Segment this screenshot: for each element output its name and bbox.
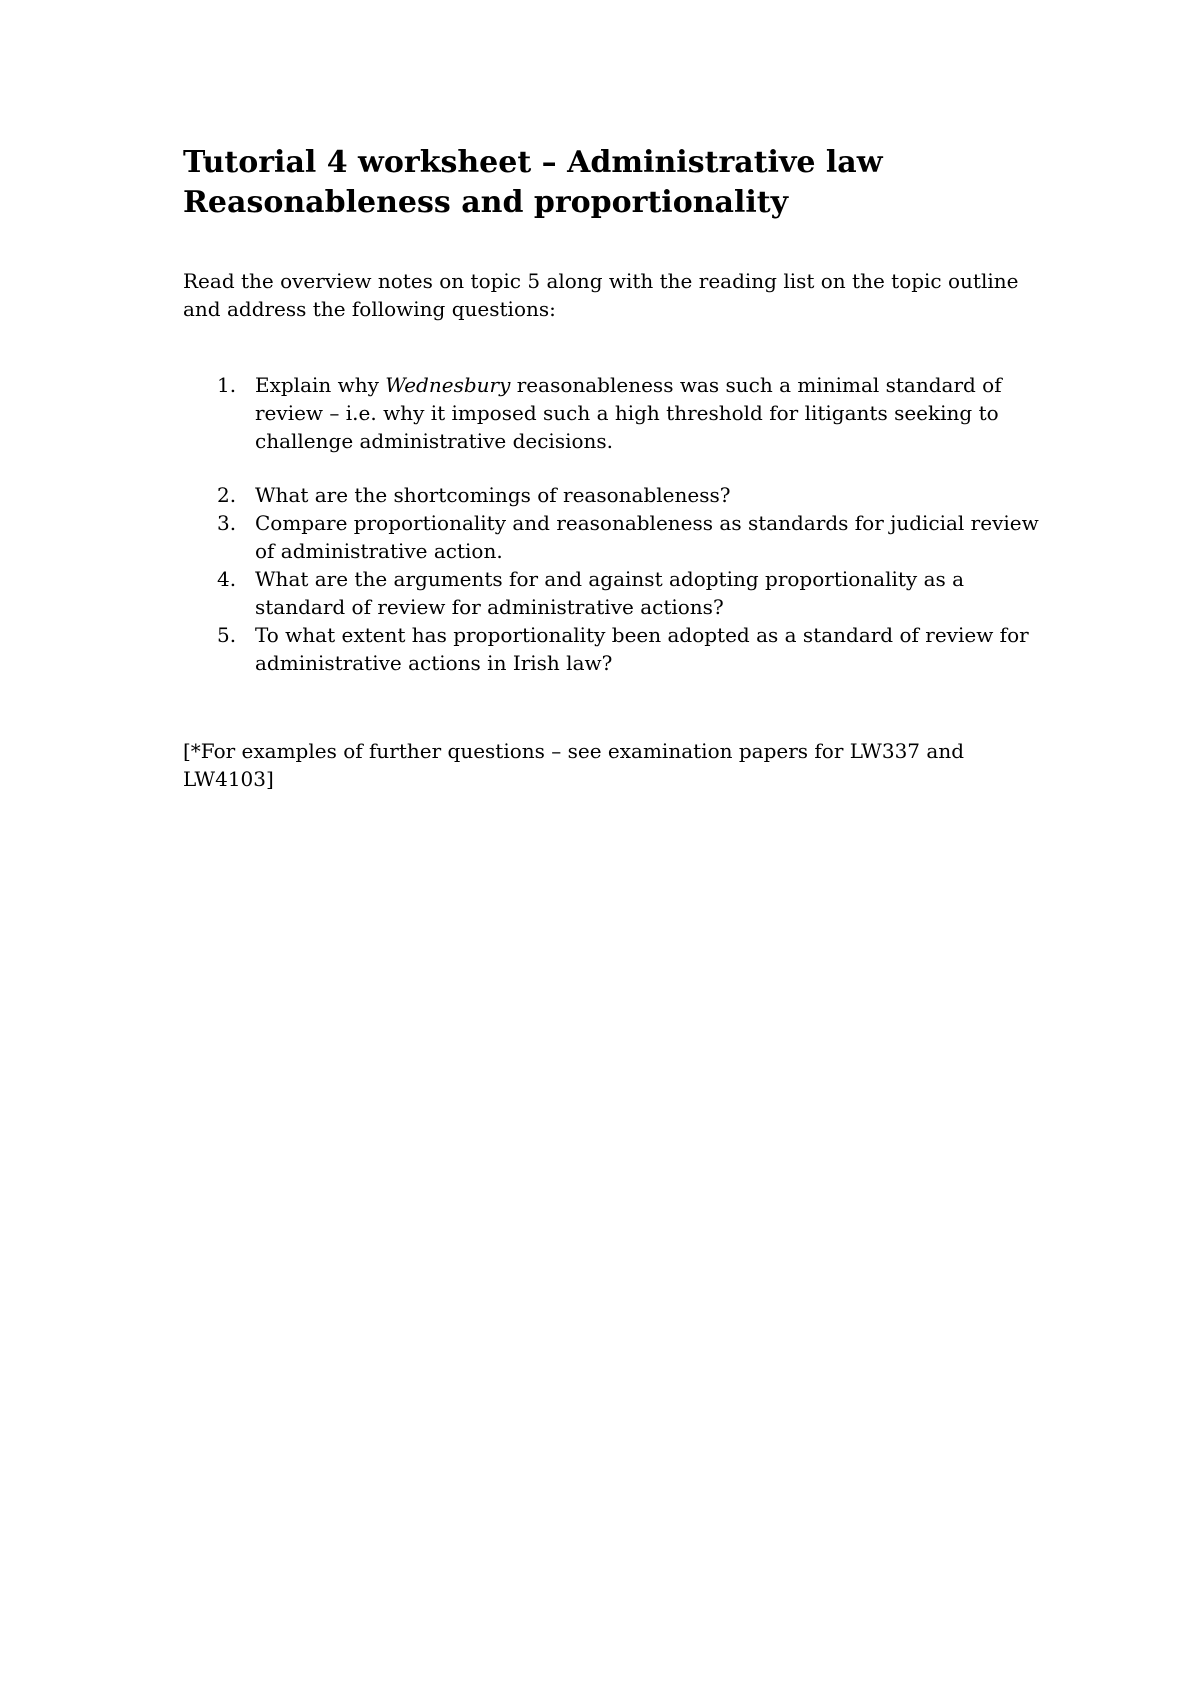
case-name-emphasis: Wednesbury: [385, 373, 511, 397]
footnote: [*For examples of further questions – see examination papers for LW337 and LW4103]: [183, 739, 964, 791]
question-number: 4.: [217, 567, 237, 591]
question-item-2: [183, 481, 1043, 509]
intro-paragraph: Read the overview notes on topic 5 along with the reading list on the topic outline and address the following questions:: [183, 269, 1019, 321]
page-title: [183, 143, 1043, 223]
question-item-3: [183, 509, 1043, 565]
question-number: 1.: [217, 373, 237, 397]
question-number: 3.: [217, 511, 237, 535]
question-text: What are the shortcomings of reasonableness?: [255, 483, 731, 507]
question-item-4: [183, 565, 1043, 621]
question-text-part: Explain why: [255, 373, 386, 397]
question-number: 2.: [217, 483, 237, 507]
question-item-1: [183, 371, 1043, 455]
question-text-part: reasonableness was such a minimal standard of review – i.e. why it imposed such a high threshold for litigants seeking to challenge administrative decisions.: [255, 373, 1002, 453]
title-line-1: Tutorial 4 worksheet – Administrative law: [183, 145, 883, 180]
question-item-5: [183, 621, 1043, 677]
title-line-2: Reasonableness and proportionality: [183, 185, 789, 220]
question-text: To what extent has proportionality been adopted as a standard of review for administrative actions in Irish law?: [255, 623, 1029, 675]
questions-list: [183, 371, 1043, 677]
document-content: [183, 143, 1043, 793]
question-text: What are the arguments for and against adopting proportionality as a standard of review for administrative actions?: [255, 567, 965, 619]
question-text: Compare proportionality and reasonableness as standards for judicial review of administrative action.: [255, 511, 1039, 563]
question-text: [255, 373, 1002, 453]
question-number: 5.: [217, 623, 237, 647]
